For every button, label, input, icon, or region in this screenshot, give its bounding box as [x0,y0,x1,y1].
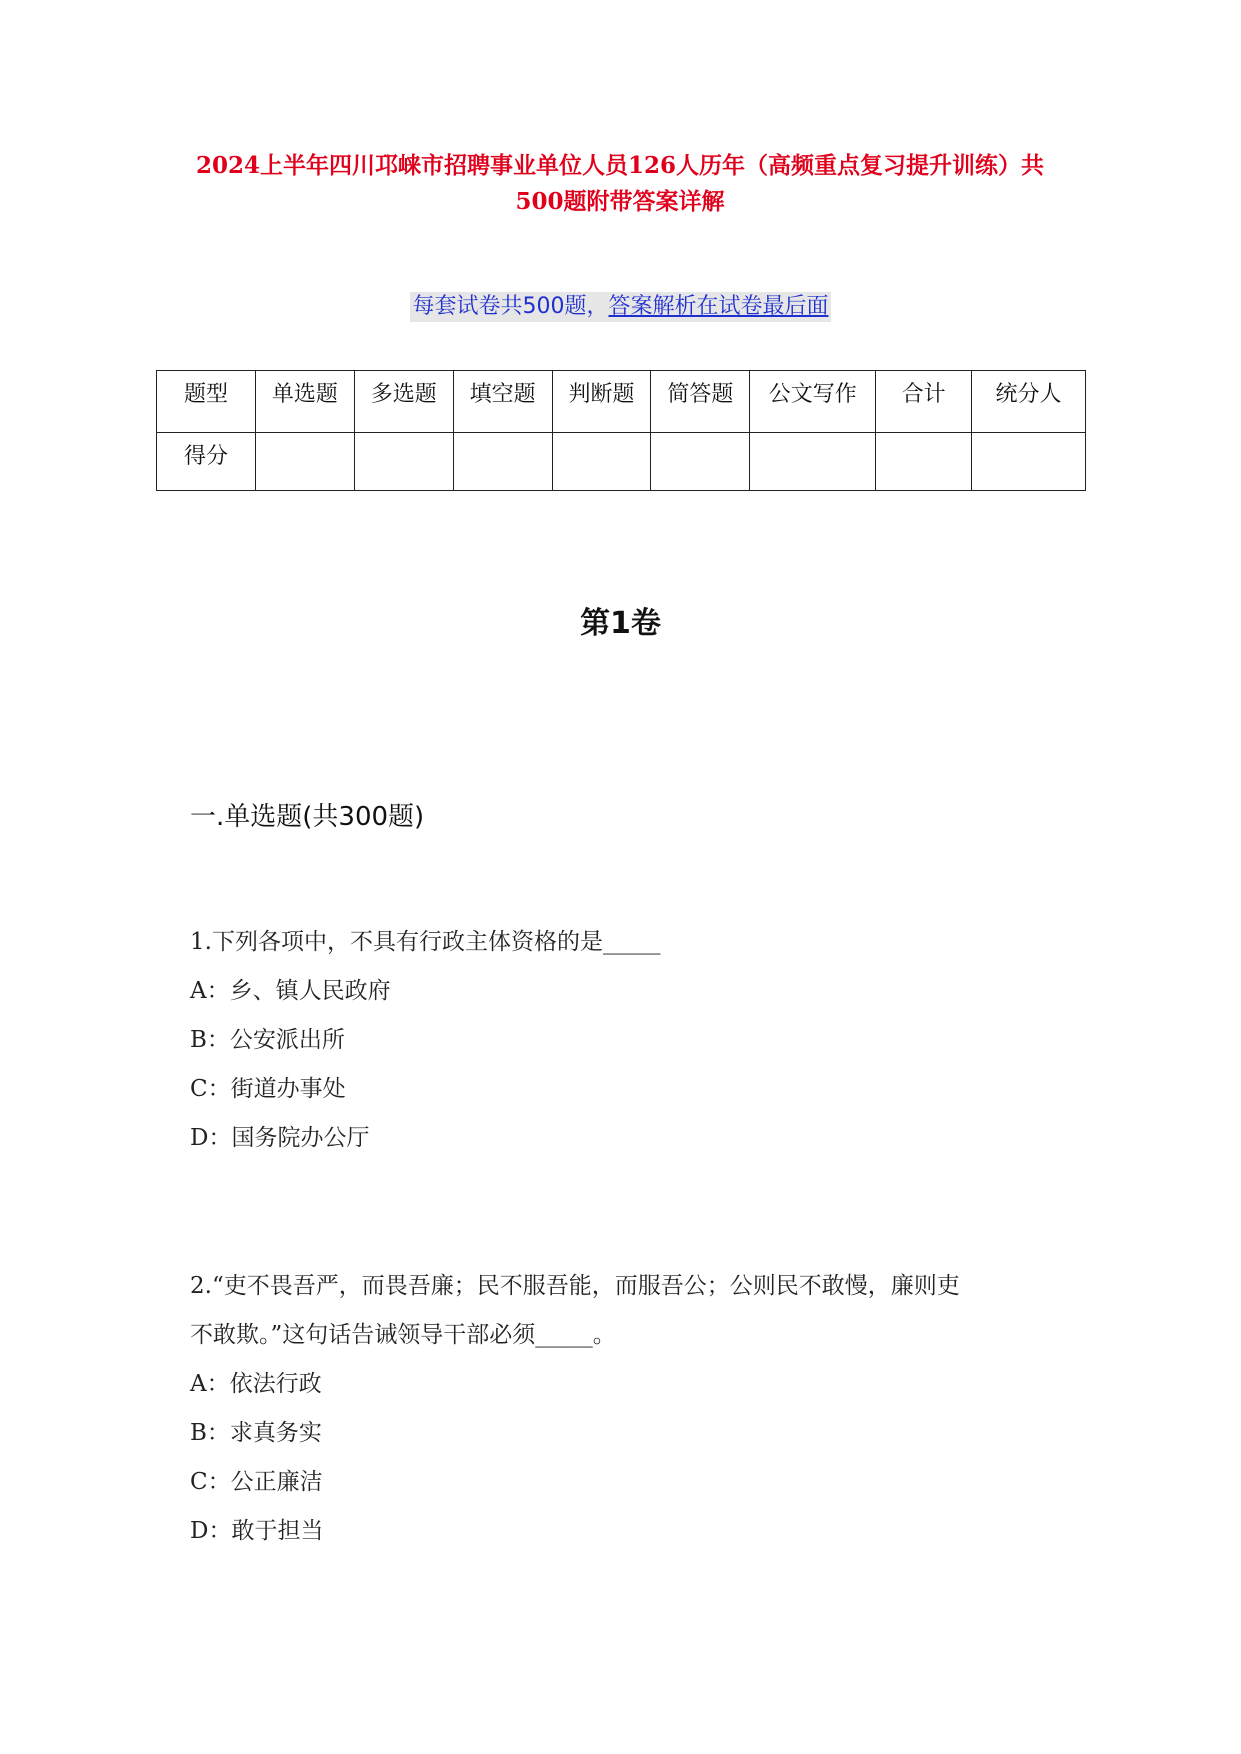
option-a: A：依法行政 [190,1371,322,1397]
score-cell [453,433,552,491]
header-cell-multiple-choice: 多选题 [354,371,453,433]
header-cell-official-writing: 公文写作 [750,371,876,433]
option-c: C：公正廉洁 [190,1469,323,1495]
option-b: B：求真务实 [190,1420,322,1446]
header-cell-single-choice: 单选题 [255,371,354,433]
score-row-label: 得分 [157,433,256,491]
question-1 [190,918,1050,1163]
section-title: 一.单选题(共300题) [190,802,425,832]
header-cell-true-false: 判断题 [552,371,651,433]
subtitle [410,292,830,322]
question-stem-line-1: 2.“吏不畏吾严，而畏吾廉；民不服吾能，而服吾公；公则民不敢慢，廉则吏 [190,1273,960,1299]
volume-title: 第1卷 [580,606,661,641]
score-cell [750,433,876,491]
question-stem: 1.下列各项中，不具有行政主体资格的是_____ [190,929,661,955]
subtitle-container [0,292,1241,322]
score-table [156,370,1086,491]
header-cell-type: 题型 [157,371,256,433]
option-d: D：国务院办公厅 [190,1125,370,1151]
header-cell-total: 合计 [876,371,972,433]
option-a: A：乡、镇人民政府 [190,978,391,1004]
score-cell [876,433,972,491]
header-cell-fill-blank: 填空题 [453,371,552,433]
subtitle-count: 每套试卷共500题， [412,294,609,319]
header-cell-short-answer: 简答题 [651,371,750,433]
score-cell [972,433,1086,491]
score-table-score-row [157,433,1086,491]
score-cell [354,433,453,491]
subtitle-answer-note: 答案解析在试卷最后面 [608,294,829,319]
option-d: D：敢于担当 [190,1518,324,1544]
question-2 [190,1262,1050,1556]
document-title: 2024上半年四川邛崃市招聘事业单位人员126人历年（高频重点复习提升训练）共500题附带答案详解 [195,152,1045,215]
question-stem-line-2: 不敢欺。”这句话告诫领导干部必须_____。 [190,1322,616,1348]
option-c: C：街道办事处 [190,1076,346,1102]
score-cell [552,433,651,491]
header-cell-scorer: 统分人 [972,371,1086,433]
score-cell [255,433,354,491]
option-b: B：公安派出所 [190,1027,345,1053]
score-table-header-row [157,371,1086,433]
score-cell [651,433,750,491]
